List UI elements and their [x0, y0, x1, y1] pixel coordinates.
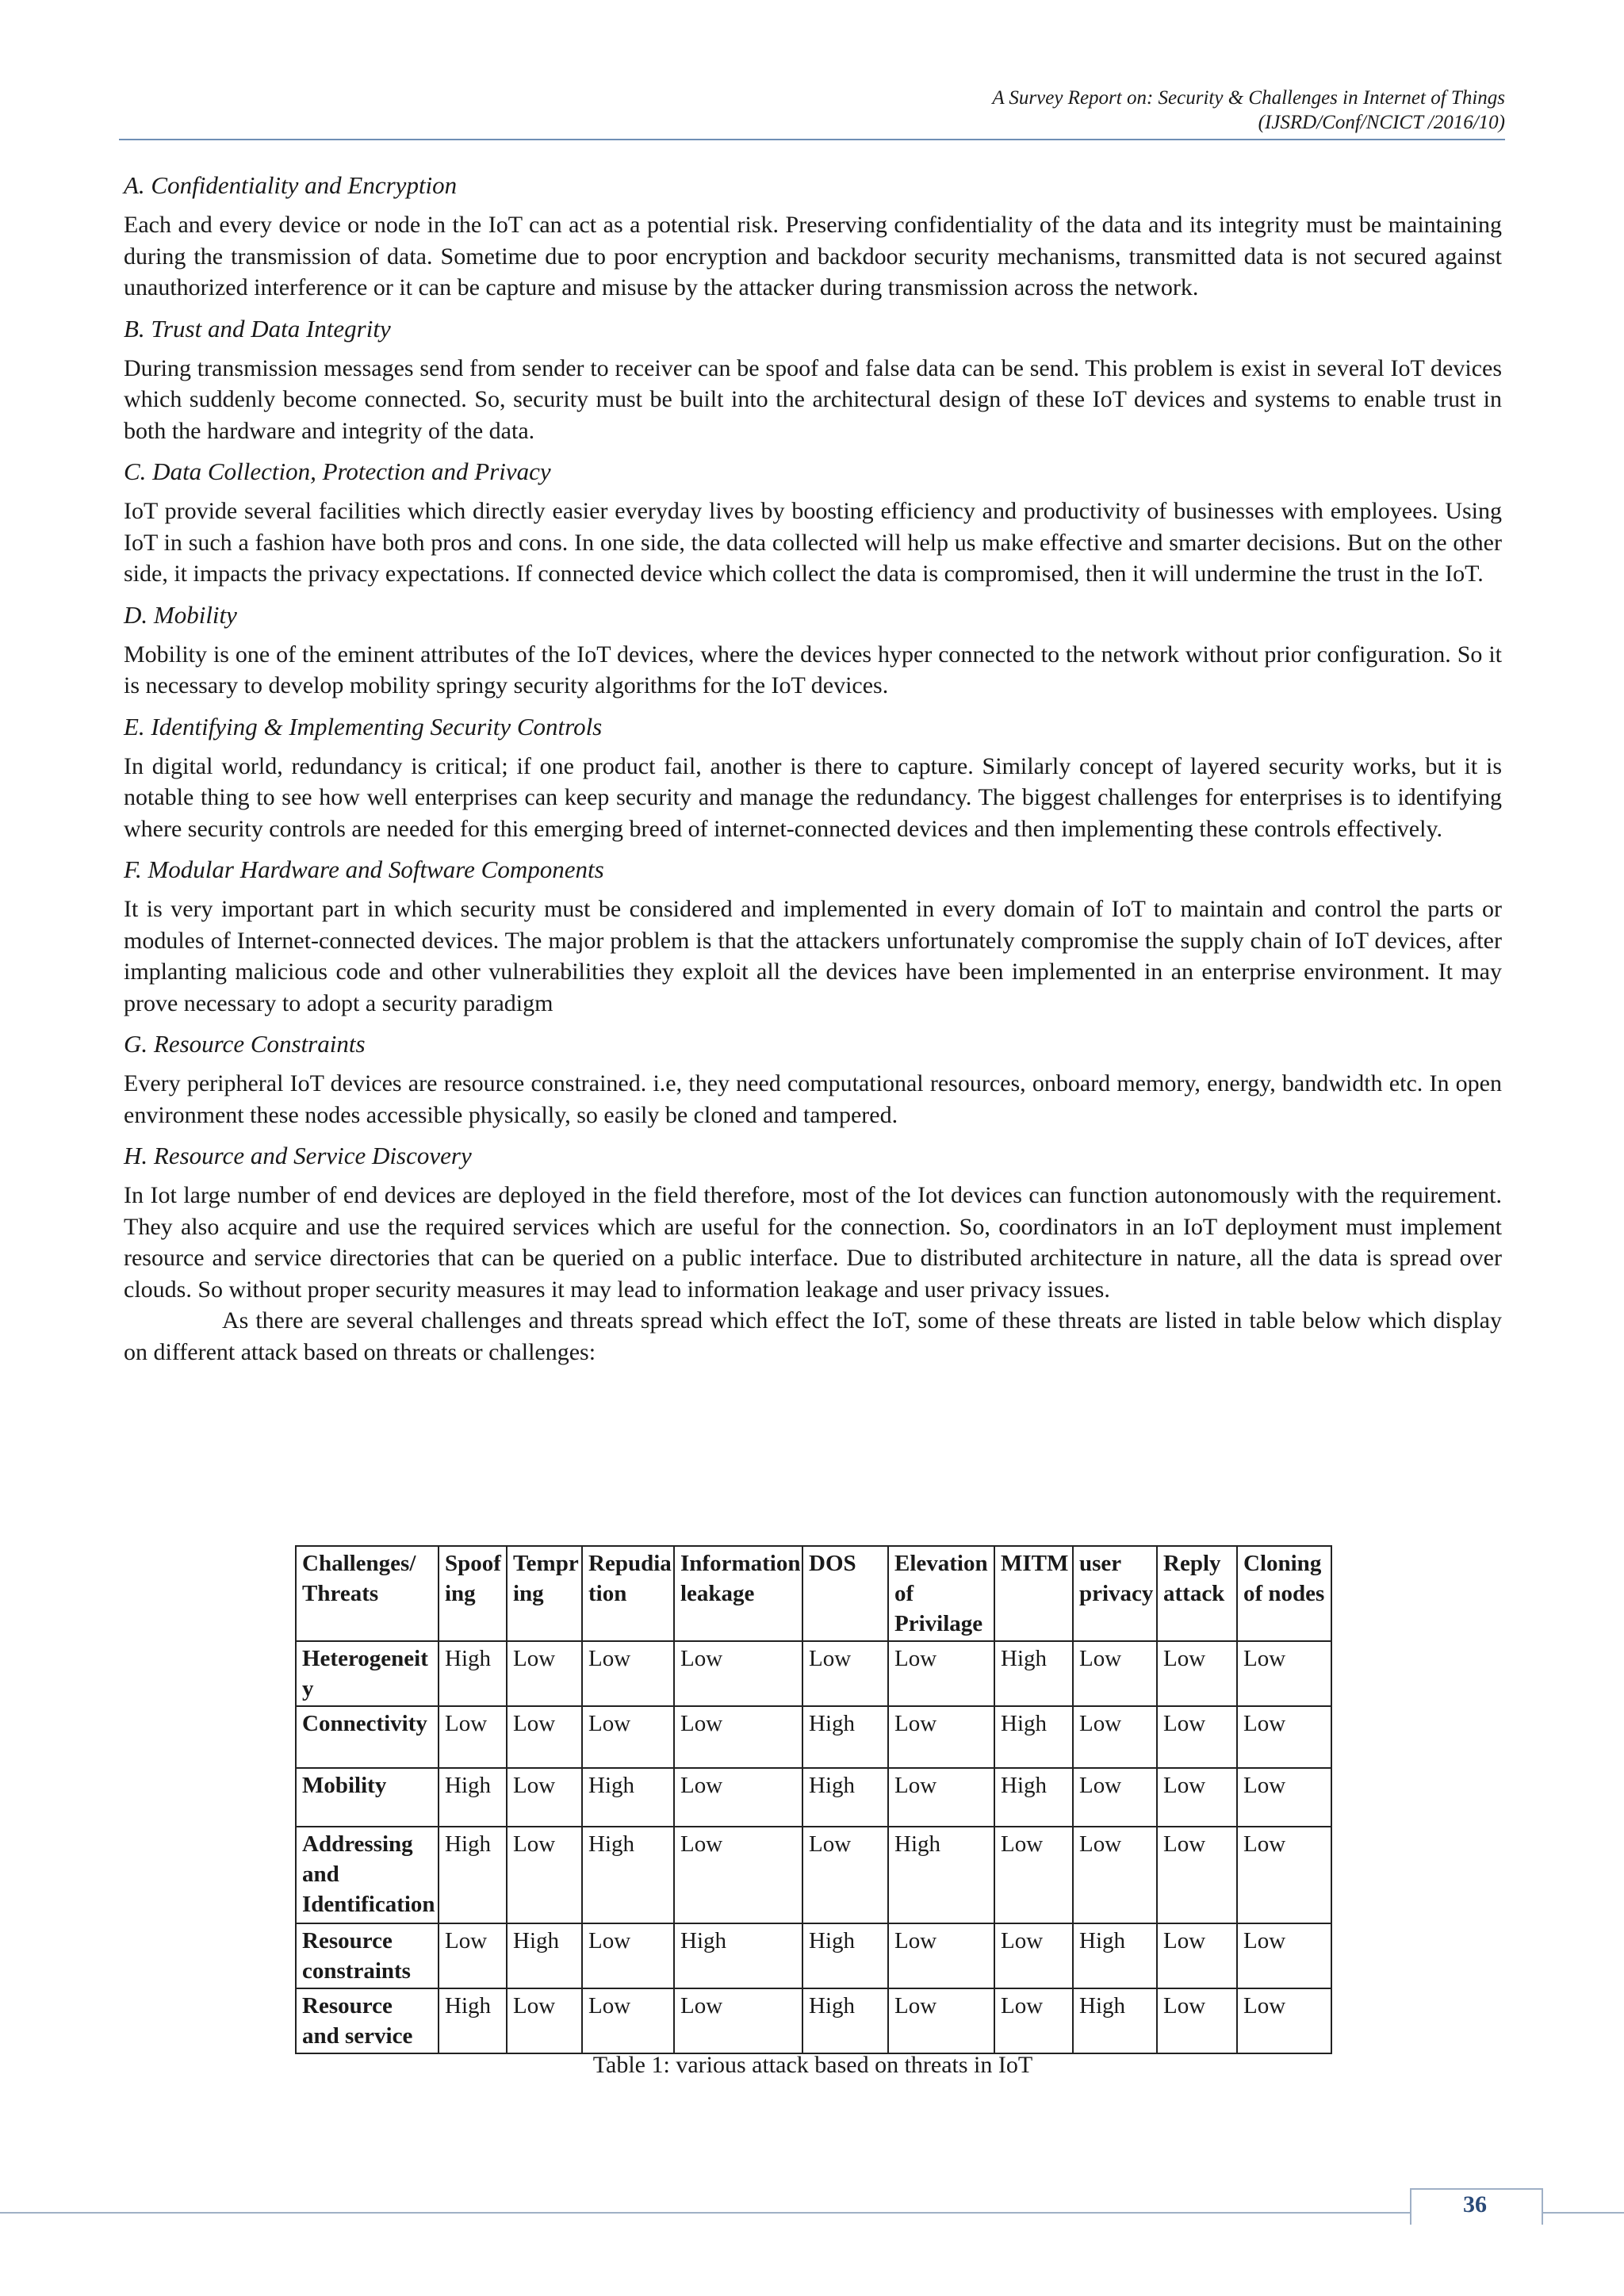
table-cell: Low — [802, 1641, 888, 1706]
table-cell: High — [994, 1641, 1073, 1706]
table-row — [296, 1641, 1331, 1706]
section-body: In Iot large number of end devices are deployed in the field therefore, most of the Iot devices can function autonomously with the requirement. They also acquire and use the required services which are useful for the connection. So, coordinators in an IoT deployment must implement resource and service directories that can be queried on a public interface. Due to distributed architecture in nature, all the data is spread over clouds. So without proper security measures it may lead to information leakage and user privacy issues. — [124, 1182, 1502, 1303]
section-title: B. Trust and Data Integrity — [124, 314, 391, 342]
table-cell: High — [802, 1988, 888, 2053]
table-cell: Low — [507, 1988, 582, 2053]
table-cell: Low — [582, 1988, 674, 2053]
table-cell: High — [439, 1641, 507, 1706]
table-cell: Low — [674, 1706, 802, 1768]
table-cell: High — [582, 1827, 674, 1923]
section-f — [124, 854, 1502, 1019]
table-cell: High — [1073, 1923, 1157, 1988]
table-cell: Low — [507, 1827, 582, 1923]
table-cell: Low — [674, 1641, 802, 1706]
table-cell: Low — [674, 1768, 802, 1827]
table-cell: Low — [1157, 1923, 1237, 1988]
section-title: E. Identifying & Implementing Security Controls — [124, 712, 603, 740]
row-label: Addressing and Identification — [296, 1827, 439, 1923]
table-caption: Table 1: various attack based on threats in IoT — [592, 2052, 1033, 2078]
section-title: G. Resource Constraints — [124, 1030, 366, 1058]
section-e — [124, 711, 1502, 845]
table-cell: Low — [1237, 1923, 1331, 1988]
table-row — [296, 1988, 1331, 2053]
section-g — [124, 1028, 1502, 1131]
table-cell: High — [994, 1768, 1073, 1827]
table-cell: Low — [1157, 1827, 1237, 1923]
table-cell: High — [888, 1827, 994, 1923]
page-number: 36 — [1463, 2191, 1487, 2218]
header-rule — [119, 139, 1505, 140]
table-cell: High — [439, 1988, 507, 2053]
header-title: A Survey Report on: Security & Challenges in Internet of Things — [992, 87, 1505, 109]
table-cell: Low — [439, 1923, 507, 1988]
table-cell: High — [802, 1923, 888, 1988]
table-cell: Low — [994, 1923, 1073, 1988]
table-cell: Low — [439, 1706, 507, 1768]
table-row — [296, 1706, 1331, 1768]
table-cell: High — [802, 1768, 888, 1827]
table-header-cell: Challenges/ Threats — [296, 1546, 439, 1641]
table-cell: Low — [888, 1768, 994, 1827]
table-intro-paragraph: As there are several challenges and threats spread which effect the IoT, some of these threats are listed in table below which display on different attack based on threats or challenges: — [124, 1307, 1502, 1365]
section-title: D. Mobility — [124, 600, 237, 629]
table-cell: Low — [1157, 1641, 1237, 1706]
section-a — [124, 170, 1502, 304]
table-cell: High — [1073, 1988, 1157, 2053]
section-body: Mobility is one of the eminent attributes of the IoT devices, where the devices hyper connected to the network without prior configuration. So it is necessary to develop mobility springy security algorithms for the IoT devices. — [124, 641, 1502, 698]
table-row — [296, 1768, 1331, 1827]
section-body: Every peripheral IoT devices are resource constrained. i.e, they need computational resources, onboard memory, energy, bandwidth etc. In open environment these nodes accessible physically, so easily be cloned and tampered. — [124, 1070, 1502, 1128]
table-cell: Low — [1237, 1768, 1331, 1827]
header-ref: (IJSRD/Conf/NCICT /2016/10) — [1258, 112, 1505, 133]
table-header-cell: Reply attack — [1157, 1546, 1237, 1641]
table-cell: Low — [582, 1923, 674, 1988]
table-cell: High — [439, 1827, 507, 1923]
table-cell: High — [582, 1768, 674, 1827]
table-header-cell: Cloning of nodes — [1237, 1546, 1331, 1641]
table-cell: Low — [507, 1768, 582, 1827]
table-cell: Low — [582, 1706, 674, 1768]
table-header-cell: Repudia tion — [582, 1546, 674, 1641]
table-cell: Low — [1237, 1706, 1331, 1768]
table-cell: Low — [1073, 1706, 1157, 1768]
section-b — [124, 313, 1502, 447]
table-header-cell: Spoof ing — [439, 1546, 507, 1641]
table-cell: Low — [994, 1988, 1073, 2053]
table-cell: Low — [1073, 1641, 1157, 1706]
section-d — [124, 599, 1502, 702]
section-title: F. Modular Hardware and Software Components — [124, 855, 604, 883]
row-label: Resource and service — [296, 1988, 439, 2053]
section-body: IoT provide several facilities which directly easier everyday lives by boosting efficiency and productivity of businesses with employees. Using IoT in such a fashion have both pros and cons. In one side, the data collected will help us make effective and smarter decisions. But on the other side, it impacts the privacy expectations. If connected device which collect the data is compromised, then it will undermine the trust in the IoT. — [124, 498, 1502, 587]
table-header-cell: MITM — [994, 1546, 1073, 1641]
table-cell: Low — [1157, 1768, 1237, 1827]
table-cell: Low — [674, 1988, 802, 2053]
table-cell: Low — [888, 1641, 994, 1706]
section-h — [124, 1140, 1502, 1305]
main-content — [124, 170, 1502, 1368]
section-body: It is very important part in which security must be considered and implemented in every domain of IoT to maintain and control the parts or modules of Internet-connected devices. The major problem is that the attackers unfortunately compromise the supply chain of IoT devices, after implanting malicious code and other vulnerabilities they exploit all the devices have been implemented in an enterprise environment. It may prove necessary to adopt a security paradigm — [124, 896, 1502, 1016]
table-header-cell: Tempr ing — [507, 1546, 582, 1641]
row-label: Mobility — [296, 1768, 439, 1827]
table-cell: Low — [994, 1827, 1073, 1923]
table-cell: Low — [888, 1706, 994, 1768]
table-header-cell: DOS — [802, 1546, 888, 1641]
running-header — [992, 86, 1505, 135]
table-cell: Low — [1237, 1641, 1331, 1706]
table-header-row — [296, 1546, 1331, 1641]
table-cell: Low — [507, 1706, 582, 1768]
threats-table — [295, 1545, 1332, 2054]
section-body: In digital world, redundancy is critical; if one product fail, another is there to capture. Similarly concept of layered security works, but it is notable thing to see how well enterprises can keep security and manage the redundancy. The biggest challenges for enterprises is to identifying where security controls are needed for this emerging breed of internet-connected devices and then implementing these controls effectively. — [124, 752, 1502, 842]
footer-rule — [0, 2212, 1624, 2214]
table-row — [296, 1923, 1331, 1988]
table-cell: High — [994, 1706, 1073, 1768]
section-c — [124, 456, 1502, 590]
section-title: A. Confidentiality and Encryption — [124, 171, 458, 199]
section-body: Each and every device or node in the IoT can act as a potential risk. Preserving confidentiality of the data and its integrity must be maintaining during the transmission of data. Sometime due to poor encryption and backdoor security mechanisms, transmitted data is not secured against unauthorized interference or it can be capture and misuse by the attacker during transmission across the network. — [124, 212, 1502, 300]
table-cell: High — [674, 1923, 802, 1988]
section-title: C. Data Collection, Protection and Privacy — [124, 457, 551, 485]
table-cell: Low — [1073, 1768, 1157, 1827]
table-header-cell: user privacy — [1073, 1546, 1157, 1641]
table-cell: High — [439, 1768, 507, 1827]
table-cell: High — [507, 1923, 582, 1988]
table-cell: Low — [507, 1641, 582, 1706]
table-header-cell: Elevation of Privilage — [888, 1546, 994, 1641]
table-cell: Low — [1157, 1988, 1237, 2053]
table-cell: High — [802, 1706, 888, 1768]
table-cell: Low — [582, 1641, 674, 1706]
table-cell: Low — [888, 1988, 994, 2053]
table-cell: Low — [888, 1923, 994, 1988]
table-cell: Low — [1237, 1988, 1331, 2053]
row-label: Connectivity — [296, 1706, 439, 1768]
table-cell: Low — [674, 1827, 802, 1923]
table-header-cell: Information leakage — [674, 1546, 802, 1641]
table-cell: Low — [1073, 1827, 1157, 1923]
table-cell: Low — [1157, 1706, 1237, 1768]
table-row — [296, 1827, 1331, 1923]
section-body: During transmission messages send from sender to receiver can be spoof and false data can be send. This problem is exist in several IoT devices which suddenly become connected. So, security must be built into the architectural design of these IoT devices and systems to enable trust in both the hardware and integrity of the data. — [124, 354, 1502, 444]
table-cell: Low — [1237, 1827, 1331, 1923]
table-cell: Low — [802, 1827, 888, 1923]
row-label: Heterogeneit y — [296, 1641, 439, 1706]
section-title: H. Resource and Service Discovery — [124, 1142, 472, 1169]
row-label: Resource constraints — [296, 1923, 439, 1988]
